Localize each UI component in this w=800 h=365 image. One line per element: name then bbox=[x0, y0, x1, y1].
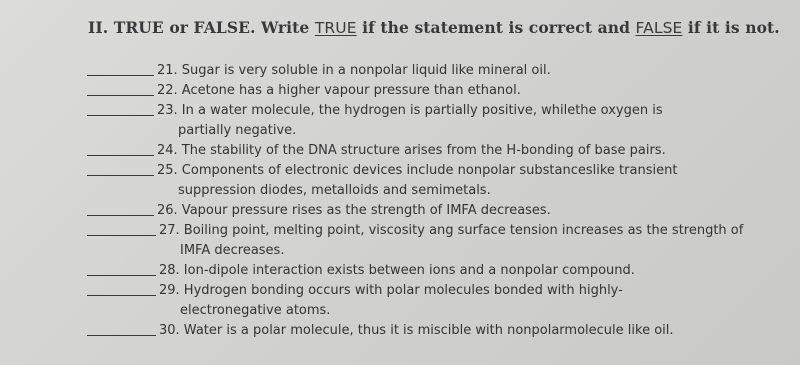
statement-item-26 bbox=[87, 201, 787, 221]
statement-item-21 bbox=[87, 61, 787, 81]
answer-blank-25[interactable] bbox=[87, 175, 154, 176]
statement-item-30 bbox=[87, 321, 787, 341]
statement-continuation-23: partially negative. bbox=[178, 123, 297, 138]
heading-text-end: if it is not. bbox=[682, 18, 780, 37]
underlined-true-word: TRUE bbox=[314, 19, 357, 37]
statement-text-29: 29. Hydrogen bonding occurs with polar molecules bonded with highly- bbox=[159, 283, 623, 298]
statement-item-23 bbox=[87, 101, 787, 141]
statement-text-26: 26. Vapour pressure rises as the strength of IMFA decreases. bbox=[157, 203, 551, 218]
statement-text-23: 23. In a water molecule, the hydrogen is partially positive, whilethe oxygen is bbox=[157, 103, 663, 118]
statement-continuation-29: electronegative atoms. bbox=[180, 303, 331, 318]
statement-item-22 bbox=[87, 81, 787, 101]
statement-item-24 bbox=[87, 141, 787, 161]
underlined-false-word: FALSE bbox=[635, 19, 683, 37]
statement-text-24: 24. The stability of the DNA structure arises from the H-bonding of base pairs. bbox=[157, 143, 666, 158]
statement-continuation-27: IMFA decreases. bbox=[180, 243, 285, 258]
statement-item-28 bbox=[87, 261, 787, 281]
answer-blank-24[interactable] bbox=[87, 155, 154, 156]
answer-blank-28[interactable] bbox=[87, 275, 156, 276]
statement-item-25 bbox=[87, 161, 787, 201]
heading-text-start: II. TRUE or FALSE. Write bbox=[88, 18, 315, 37]
statement-text-22: 22. Acetone has a higher vapour pressure than ethanol. bbox=[157, 83, 521, 98]
heading-text-middle: if the statement is correct and bbox=[356, 18, 636, 37]
statement-text-28: 28. Ion-dipole interaction exists between ions and a nonpolar compound. bbox=[159, 263, 635, 278]
statement-list bbox=[87, 61, 787, 341]
answer-blank-29[interactable] bbox=[87, 295, 156, 296]
answer-blank-26[interactable] bbox=[87, 215, 154, 216]
statement-item-29 bbox=[87, 281, 787, 321]
answer-blank-22[interactable] bbox=[87, 95, 154, 96]
statement-text-25: 25. Components of electronic devices include nonpolar substanceslike transient bbox=[157, 163, 678, 178]
answer-blank-21[interactable] bbox=[87, 75, 154, 76]
statement-text-21: 21. Sugar is very soluble in a nonpolar liquid like mineral oil. bbox=[157, 63, 551, 78]
statement-text-27: 27. Boiling point, melting point, viscosity ang surface tension increases as the strength of bbox=[159, 223, 744, 238]
statement-text-30: 30. Water is a polar molecule, thus it is miscible with nonpolarmolecule like oil. bbox=[159, 323, 674, 338]
statement-continuation-25: suppression diodes, metalloids and semimetals. bbox=[178, 183, 491, 198]
answer-blank-30[interactable] bbox=[87, 335, 156, 336]
section-heading bbox=[88, 18, 780, 37]
answer-blank-27[interactable] bbox=[87, 235, 156, 236]
statement-item-27 bbox=[87, 221, 787, 261]
answer-blank-23[interactable] bbox=[87, 115, 154, 116]
